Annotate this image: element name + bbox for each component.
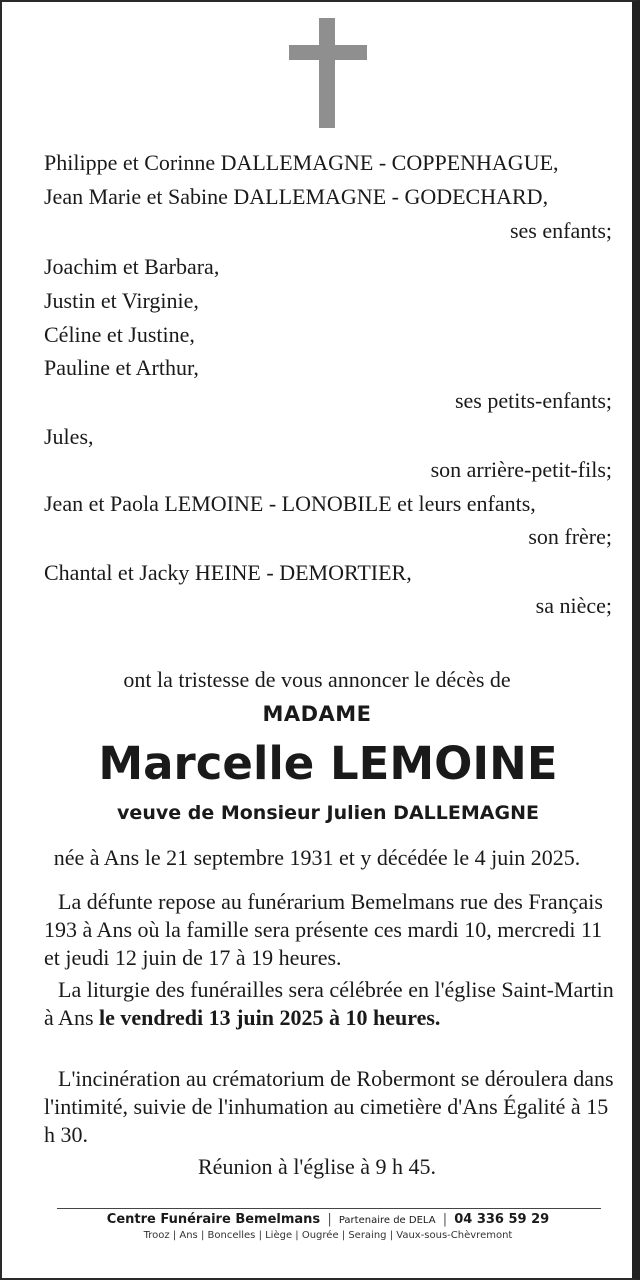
- child-line-2: Jean Marie et Sabine DALLEMAGNE - GODECHARD,: [44, 184, 549, 209]
- footer-separator: |: [442, 1212, 448, 1227]
- grandchild-line-4: Pauline et Arthur,: [44, 355, 199, 380]
- widow-of: veuve de Monsieur Julien DALLEMAGNE: [117, 802, 539, 824]
- footer-locations: Trooz | Ans | Boncelles | Liège | Ougrée | Seraing | Vaux-sous-Chèvremont: [143, 1230, 513, 1241]
- birth-death-dates: née à Ans le 21 septembre 1931 et y décédée le 4 juin 2025.: [53, 845, 581, 870]
- great-grandchild-line: Jules,: [44, 424, 94, 449]
- grandchild-line-1: Joachim et Barbara,: [44, 254, 220, 279]
- brother-line: Jean et Paola LEMOINE - LONOBILE et leurs enfants,: [44, 491, 536, 516]
- announcement-intro: ont la tristesse de vous annoncer le décès de: [123, 667, 511, 692]
- niece-line: Chantal et Jacky HEINE - DEMORTIER,: [44, 560, 412, 585]
- deceased-title: MADAME: [262, 702, 372, 726]
- liturgy-date: le vendredi 13 juin 2025 à 10 heures.: [99, 1005, 441, 1030]
- funeral-home-phone: 04 336 59 29: [454, 1212, 550, 1227]
- niece-role: sa nièce;: [535, 593, 612, 618]
- great-grandchild-role: son arrière-petit-fils;: [430, 457, 612, 482]
- cremation-paragraph: L'incinération au crématorium de Robermont se déroulera dans l'intimité, suivie de l'inhumation au cimetière d'Ans Égalité à 15 h 30.: [44, 1066, 614, 1147]
- grandchildren-role: ses petits-enfants;: [454, 388, 612, 413]
- grandchild-line-2: Justin et Virginie,: [44, 288, 199, 313]
- latin-cross-icon: [289, 18, 367, 128]
- viewing-paragraph: La défunte repose au funérarium Bemelmans rue des Français 193 à Ans où la famille sera présente ces mardi 10, mercredi 11 et jeudi 12 juin de 17 à 19 heures.: [44, 889, 603, 970]
- footer-info: [2, 1212, 640, 1227]
- liturgy-text: La liturgie des funérailles sera célébrée en l'église Saint-Martin à Ans: [44, 977, 614, 1030]
- footer-separator: |: [327, 1212, 332, 1227]
- cross-horizontal-bar: [289, 45, 367, 60]
- brother-role: son frère;: [528, 524, 612, 549]
- meeting-line: Réunion à l'église à 9 h 45.: [198, 1154, 436, 1179]
- grandchild-line-3: Céline et Justine,: [44, 322, 195, 347]
- child-line-1: Philippe et Corinne DALLEMAGNE - COPPENHAGUE,: [44, 150, 559, 175]
- partner-label: Partenaire de DELA: [338, 1215, 436, 1226]
- liturgy-paragraph: [44, 976, 614, 1032]
- funeral-home-name: Centre Funéraire Bemelmans: [106, 1212, 321, 1227]
- deceased-name: Marcelle LEMOINE: [98, 737, 558, 790]
- children-role: ses enfants;: [509, 218, 612, 243]
- cross-vertical-bar: [319, 18, 335, 128]
- footer-divider: [57, 1208, 601, 1209]
